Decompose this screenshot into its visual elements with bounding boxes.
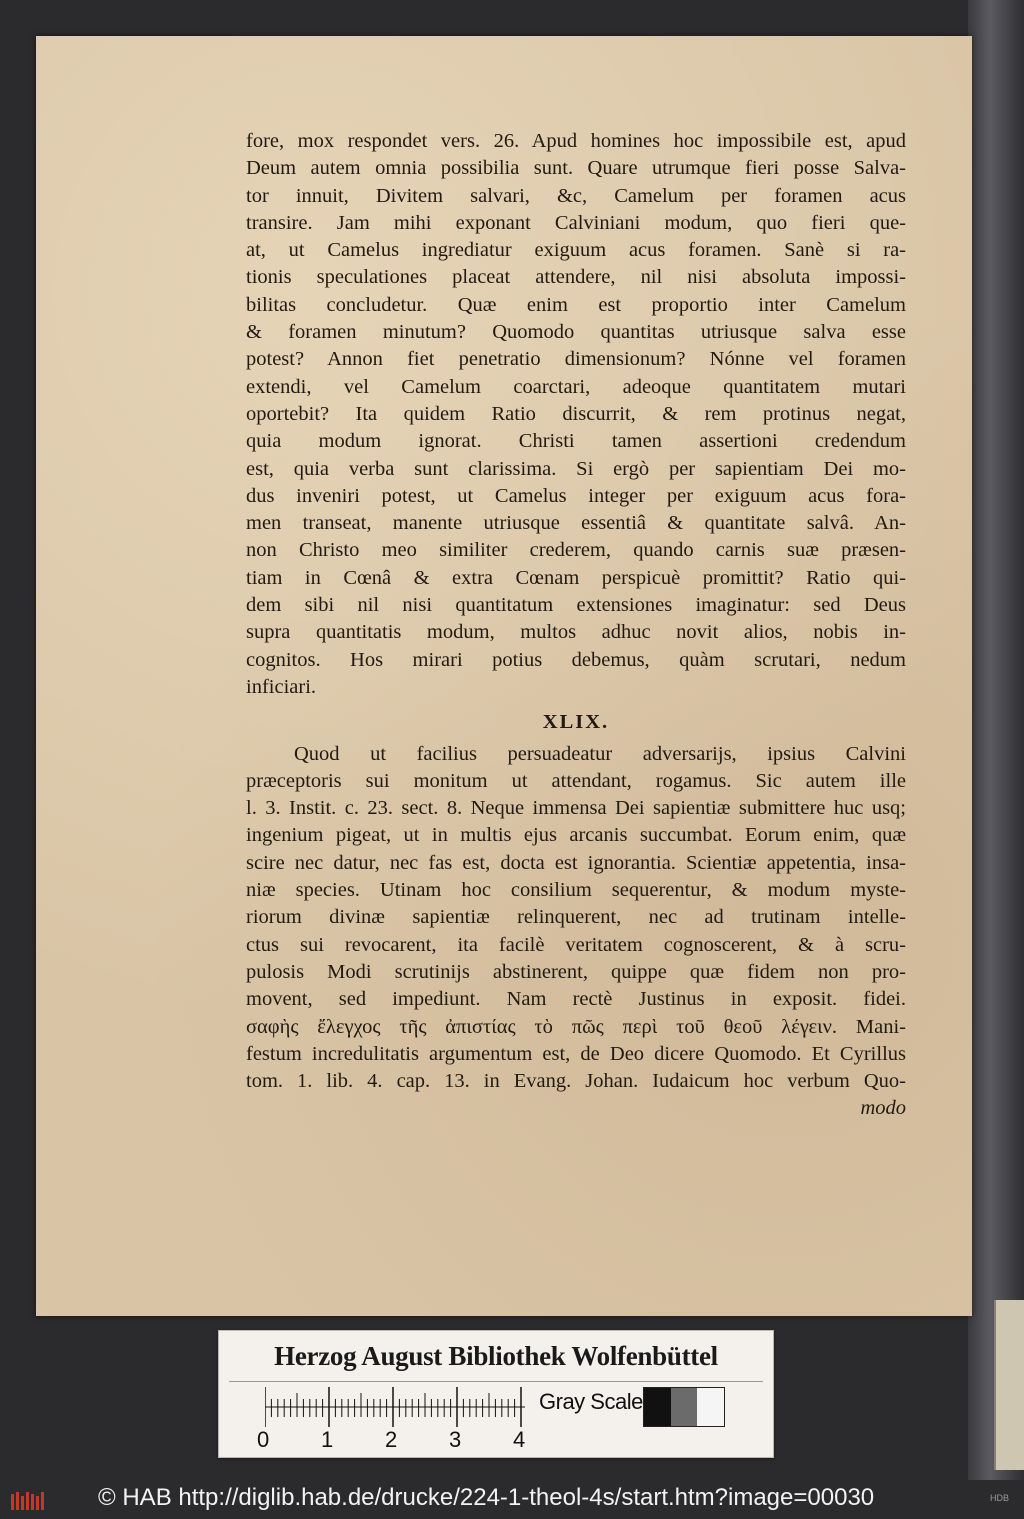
- text-line: bilitas concludetur. Quæ enim est proportio inter Camelum: [246, 293, 906, 316]
- color-calibration-card: [218, 1330, 774, 1458]
- page-text: [246, 128, 906, 1123]
- book-page: [36, 36, 972, 1316]
- hab-logo-icon: [10, 1490, 50, 1512]
- text-line: fore, mox respondet vers. 26. Apud homines hoc impossibile est, apud: [246, 130, 906, 152]
- text-line: Quod ut facilius persuadeatur adversarijs, ipsius Calvini: [294, 742, 906, 765]
- text-line: extendi, vel Camelum coarctari, adeoque quantitatem mutari: [246, 375, 906, 398]
- gray-swatch-mid: [671, 1388, 698, 1426]
- ruler-label: 3: [449, 1427, 462, 1452]
- card-title: Herzog August Bibliothek Wolfenbüttel: [274, 1341, 718, 1371]
- book-spine: [994, 1300, 1024, 1470]
- text-line: dus inveniri potest, ut Camelus integer per exiguum acus fora-: [246, 484, 906, 507]
- text-line: movent, sed impediunt. Nam rectè Justinus in exposit. fidei.: [246, 988, 906, 1011]
- footer-bar: [0, 1480, 1024, 1519]
- ruler-ticks: [265, 1387, 521, 1427]
- text-line: est, quia verba sunt clarissima. Si ergò per sapientiam Dei mo-: [246, 457, 906, 480]
- text-line: potest? Annon fiet penetratio dimensionum? Nónne vel foramen: [246, 348, 906, 371]
- text-line: cognitos. Hos mirari potius debemus, quàm scrutari, nedum: [246, 648, 906, 671]
- text-line: scire nec datur, nec fas est, docta est ignorantia. Scientiæ appetentia, insa-: [246, 851, 906, 874]
- text-line: non Christo meo similiter crederem, quando carnis suæ præsen-: [246, 539, 906, 562]
- text-line: ingenium pigeat, ut in multis ejus arcanis succumbat. Eorum enim, quæ: [246, 824, 906, 847]
- text-line: dem sibi nil nisi quantitatum extensiones imaginatur: sed Deus: [246, 594, 906, 617]
- ruler-label: 0: [257, 1427, 270, 1452]
- section-heading: XLIX.: [542, 711, 610, 734]
- ruler-label: 4: [513, 1427, 526, 1452]
- text-line: pulosis Modi scrutinijs abstinerent, quippe quæ fidem non pro-: [246, 960, 906, 983]
- gray-scale-swatches: [643, 1387, 725, 1427]
- ruler-label: 1: [321, 1427, 334, 1452]
- text-line: tionis speculationes placeat attendere, nil nisi absoluta impossi-: [246, 266, 906, 289]
- text-line: σαφὴς ἔλεγχος τῆς ἀπιστίας τὸ πῶς περὶ τοῦ θεοῦ λέγειν. Mani-: [246, 1015, 906, 1038]
- text-line: tor innuit, Divitem salvari, &c, Camelum per foramen acus: [246, 184, 906, 207]
- text-line: quia modum ignorat. Christi tamen assertioni credendum: [246, 430, 906, 453]
- text-line: transire. Jam mihi exponant Calviniani modum, quo fieri que-: [246, 211, 906, 234]
- card-divider: [229, 1381, 763, 1382]
- text-line: tom. 1. lib. 4. cap. 13. in Evang. Johan. Iudaicum hoc verbum Quo-: [246, 1070, 906, 1093]
- ruler-label: 2: [385, 1427, 398, 1452]
- text-line: l. 3. Instit. c. 23. sect. 8. Neque immensa Dei sapientiæ submittere huc usq;: [246, 797, 906, 820]
- ruler-labels: [257, 1427, 547, 1451]
- text-line: festum incredulitatis argumentum est, de Deo dicere Quomodo. Et Cyrillus: [246, 1042, 906, 1065]
- text-line: riorum divinæ sapientiæ relinquerent, nec ad trutinam intelle-: [246, 906, 906, 929]
- text-line: Deum autem omnia possibilia sunt. Quare utrumque fieri posse Salva-: [246, 157, 906, 180]
- scanner-background-edge: [968, 0, 1024, 1480]
- text-line: tiam in Cœnâ & extra Cœnam perspicuè promittit? Ratio qui-: [246, 566, 906, 589]
- gray-swatch-light: [697, 1388, 724, 1426]
- footer-tag: HDB: [990, 1493, 1010, 1503]
- footer-url[interactable]: © HAB http://diglib.hab.de/drucke/224-1-theol-4s/start.htm?image=00030: [98, 1484, 875, 1511]
- text-line: men transeat, manente utriusque essentiâ & quantitate salvâ. An-: [246, 512, 906, 535]
- text-line: ctus sui revocarent, ita facilè veritatem cognoscerent, & à scru-: [246, 933, 906, 956]
- text-line: niæ species. Utinam hoc consilium sequerentur, & modum myste-: [246, 879, 906, 902]
- text-line: at, ut Camelus ingrediatur exiguum acus foramen. Sanè si ra-: [246, 239, 906, 262]
- text-line: supra quantitatis modum, multos adhuc novit alios, nobis in-: [246, 621, 906, 644]
- catchword: modo: [860, 1097, 906, 1120]
- text-line: inficiari.: [246, 675, 317, 698]
- text-line: & foramen minutum? Quomodo quantitas utriusque salva esse: [246, 321, 906, 344]
- text-line: oportebit? Ita quidem Ratio discurrit, & rem protinus negat,: [246, 402, 906, 425]
- gray-swatch-dark: [644, 1388, 671, 1426]
- text-line: præceptoris sui monitum ut attendant, rogamus. Sic autem ille: [246, 769, 906, 792]
- ruler-scale: [265, 1387, 525, 1427]
- gray-scale-label: Gray Scale: [539, 1389, 643, 1414]
